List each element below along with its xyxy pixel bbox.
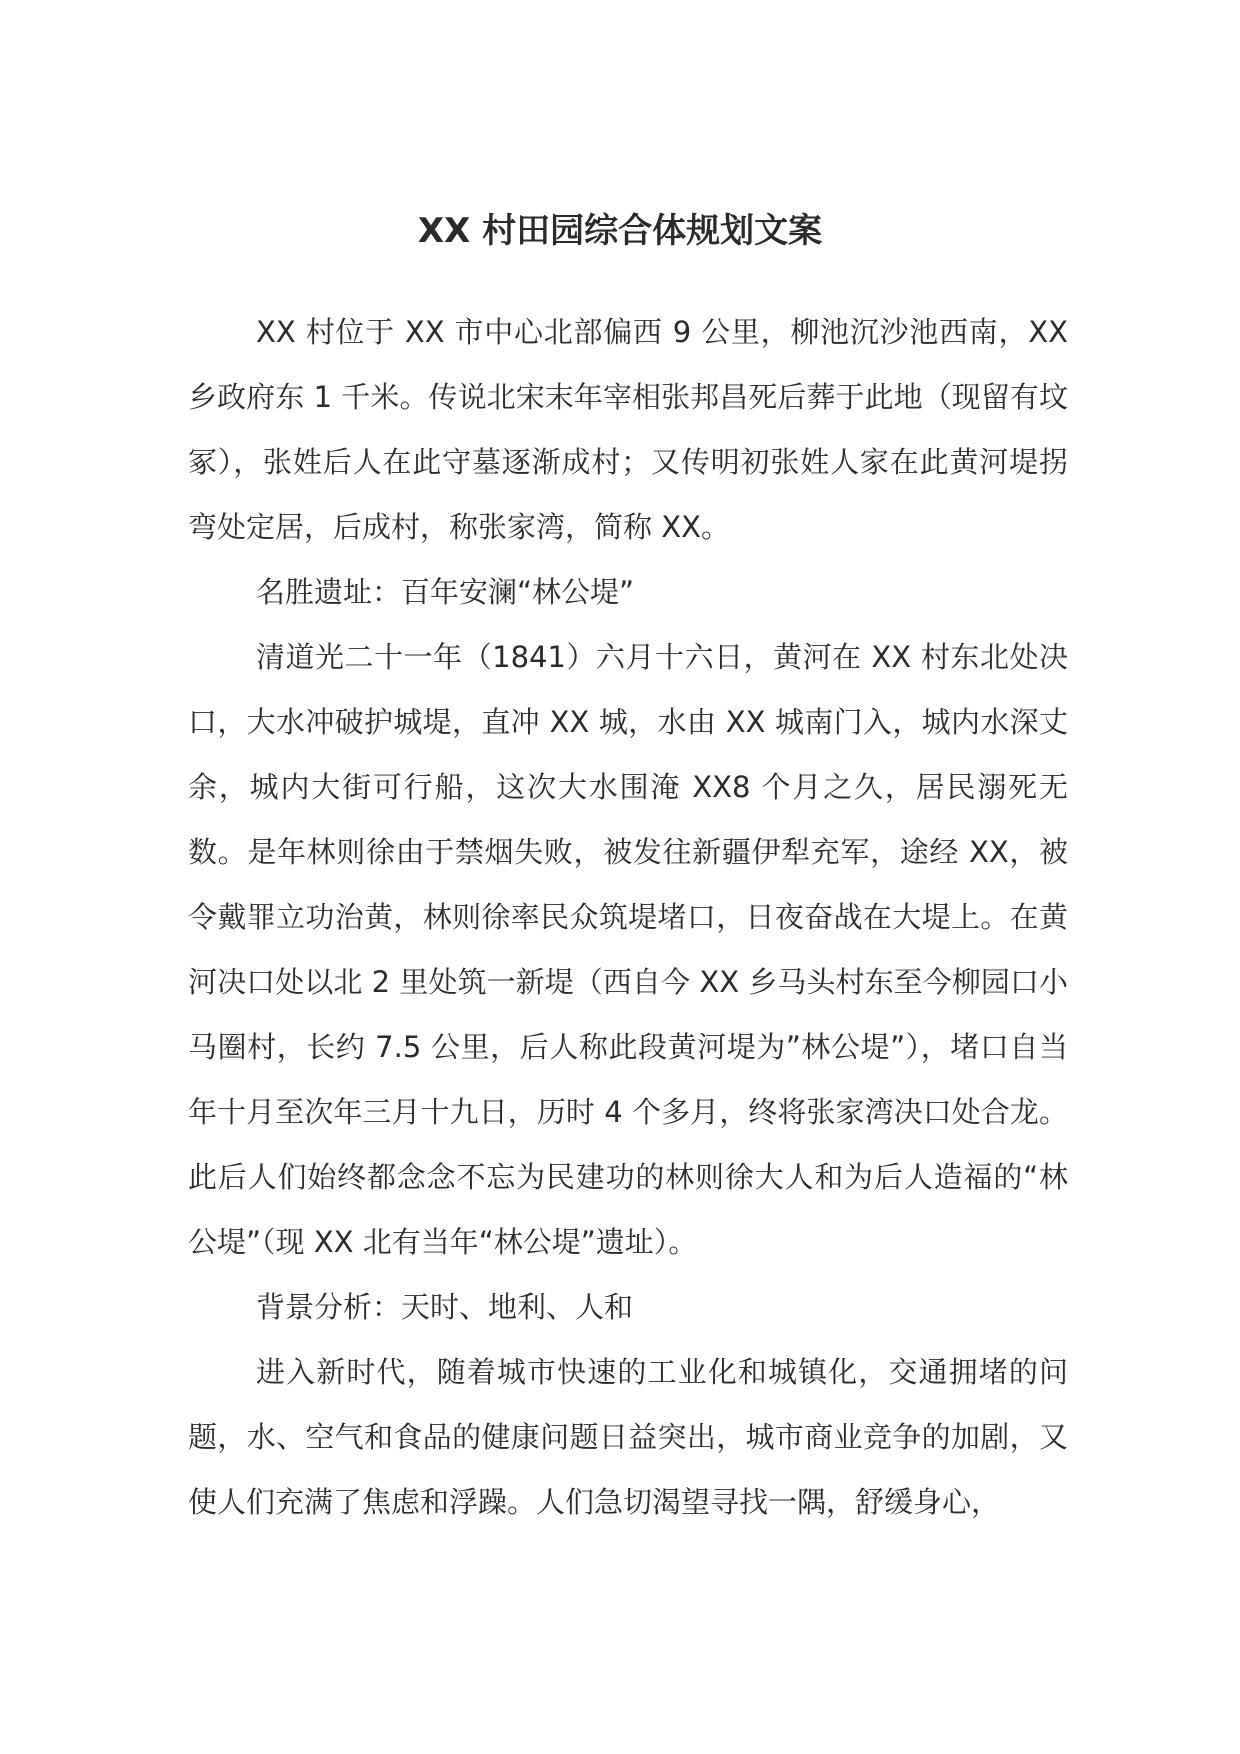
paragraph-lin-gong-di-history: 清道光二十一年（1841）六月十六日，黄河在 XX 村东北处决口，大水冲破护城堤，直冲 XX 城，水由 XX 城南门入，城内水深丈余，城内大街可行船，这次大水围淹 XX8 个月之久，居民溺死无数。是年林则徐由于禁烟失败，被发往新疆伊犁充军，途经 XX，被令戴罪立功治黄，林则徐率民众筑堤堵口，日夜奋战在大堤上。在黄河决口处以北 2 里处筑一新堤（西自今 XX 乡马头村东至今柳园口小马圈村，长约 7.5 公里，后人称此段黄河堤为”林公堤”），堵口自当年十月至次年三月十九日，历时 4 个多月，终将张家湾决口处合龙。此后人们始终都念念不忘为民建功的林则徐大人和为后人造福的“林公堤”（现 XX 北有当年“林公堤”遗址）。 — [188, 640, 1068, 1259]
paragraph-heading-background: 背景分析：天时、地利、人和 — [256, 1290, 634, 1324]
paragraph-heading-historic-site: 名胜遗址：百年安澜“林公堤” — [256, 575, 635, 609]
document-body — [188, 300, 1068, 1535]
paragraph-village-intro: XX 村位于 XX 市中心北部偏西 9 公里，柳池沉沙池西南，XX 乡政府东 1 千米。传说北宋末年宰相张邦昌死后葬于此地（现留有坟冢），张姓后人在此守墓逐渐成村；又传明初张姓人家在此黄河堤拐弯处定居，后成村，称张家湾，简称 XX。 — [188, 315, 1068, 544]
document-title: XX 村田园综合体规划文案 — [417, 211, 823, 251]
paragraph-background-analysis: 进入新时代，随着城市快速的工业化和城镇化，交通拥堵的问题，水、空气和食品的健康问题日益突出，城市商业竞争的加剧，又使人们充满了焦虑和浮躁。人们急切渴望寻找一隅，舒缓身心， — [188, 1355, 1068, 1519]
